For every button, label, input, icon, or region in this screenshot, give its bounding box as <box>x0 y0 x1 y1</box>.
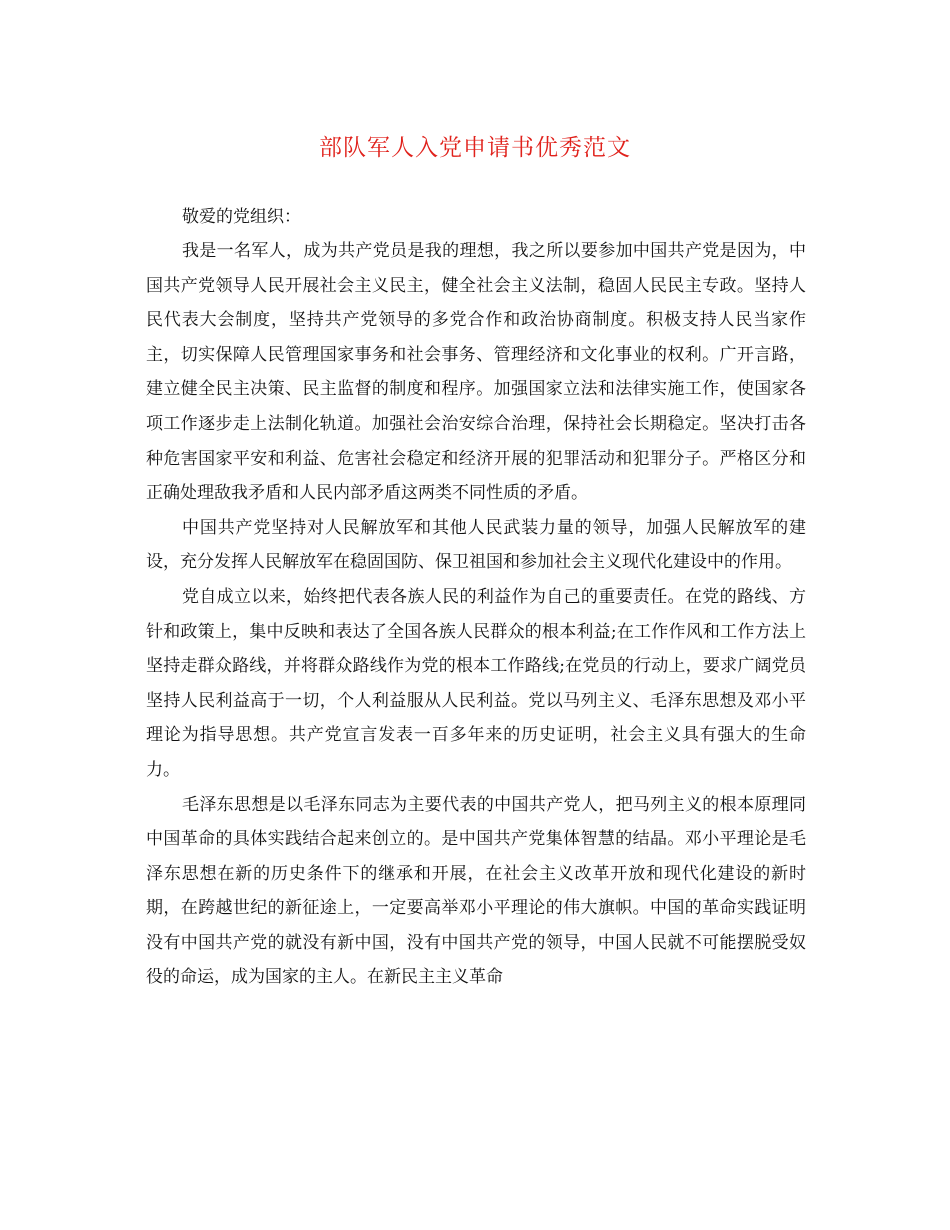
document-body <box>146 200 806 995</box>
paragraph-1: 我是一名军人，成为共产党员是我的理想，我之所以要参加中国共产党是因为，中国共产党领导人民开展社会主义民主，健全社会主义法制，稳固人民民主专政。坚持人民代表大会制度，坚持共产党领导的多党合作和政治协商制度。积极支持人民当家作主，切实保障人民管理国家事务和社会事务、管理经济和文化事业的权利。广开言路，建立健全民主决策、民主监督的制度和程序。加强国家立法和法律实施工作，使国家各项工作逐步走上法制化轨道。加强社会治安综合治理，保持社会长期稳定。坚决打击各种危害国家平安和利益、危害社会稳定和经济开展的犯罪活动和犯罪分子。严格区分和正确处理敌我矛盾和人民内部矛盾这两类不同性质的矛盾。 <box>146 241 806 504</box>
document-title: 部队军人入党申请书优秀范文 <box>319 135 631 161</box>
paragraph-4: 毛泽东思想是以毛泽东同志为主要代表的中国共产党人，把马列主义的根本原理同中国革命的具体实践结合起来创立的。是中国共产党集体智慧的结晶。邓小平理论是毛泽东思想在新的历史条件下的继承和开展，在社会主义改革开放和现代化建设的新时期，在跨越世纪的新征途上，一定要高举邓小平理论的伟大旗帜。中国的革命实践证明没有中国共产党的就没有新中国，没有中国共产党的领导，中国人民就不可能摆脱受奴役的命运，成为国家的主人。在新民主主义革命 <box>146 794 806 988</box>
salutation: 敬爱的党组织： <box>182 207 301 227</box>
paragraph-2: 中国共产党坚持对人民解放军和其他人民武装力量的领导，加强人民解放军的建设，充分发挥人民解放军在稳固国防、保卫祖国和参加社会主义现代化建设中的作用。 <box>146 517 806 573</box>
paragraph-3: 党自成立以来，始终把代表各族人民的利益作为自己的重要责任。在党的路线、方针和政策上，集中反映和表达了全国各族人民群众的根本利益;在工作作风和工作方法上坚持走群众路线，并将群众路线作为党的根本工作路线;在党员的行动上，要求广阔党员坚持人民利益高于一切，个人利益服从人民利益。党以马列主义、毛泽东思想及邓小平理论为指导思想。共产党宣言发表一百多年来的历史证明，社会主义具有强大的生命力。 <box>146 586 806 780</box>
